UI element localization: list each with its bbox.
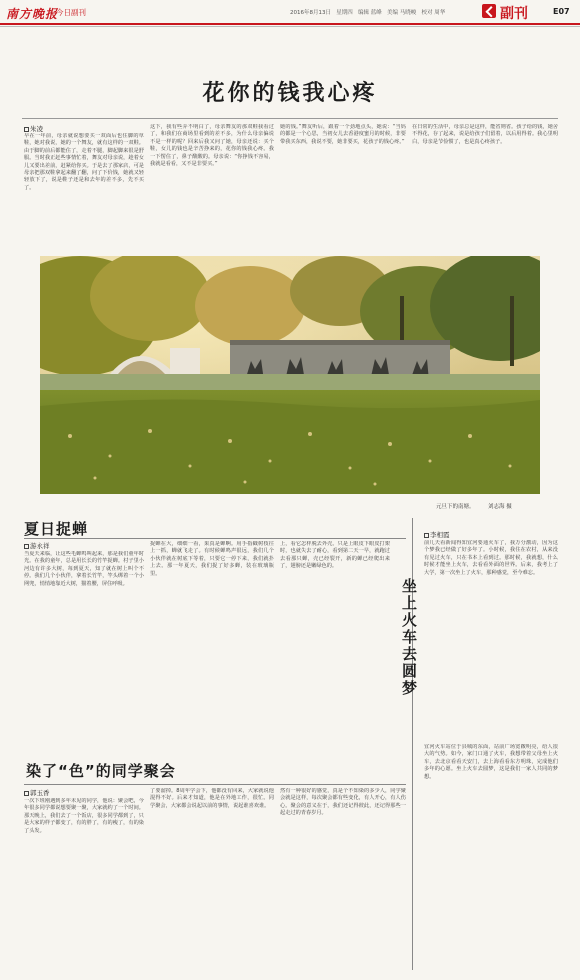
- article-column: 然有一种很好的感觉，真是个不知染的多少人，同学聚会就是这样，每次聚会都有些变化，有人开心，有人伤心。聚会的意义在于，我们还记得彼此，还记得那些一起走过的青春岁月。: [280, 788, 406, 817]
- page-headline: 花你的钱我心疼: [202, 81, 378, 106]
- weekday: 星期四: [336, 10, 353, 16]
- byline: [424, 530, 450, 539]
- byline: [24, 788, 50, 797]
- section-name: 副刊: [500, 6, 528, 22]
- byline-box-icon: [424, 533, 429, 538]
- masthead-rule-thin: [0, 26, 580, 27]
- masthead: [0, 0, 580, 26]
- article-column: 在日常的生活中，母亲总是这样，能省则省。孩子给的钱，她舍不得花，存了起来，说是给孩子们留着，以后用得着。我心里明白，母亲是节俭惯了，也是真心疼孩子。: [412, 124, 558, 145]
- byline-box-icon: [24, 544, 29, 549]
- editor: 编辑 蓝峰: [358, 10, 382, 16]
- author-name: 郭玉香: [30, 789, 50, 797]
- section-rule: [24, 784, 406, 785]
- article-column: 宜河火车站位于县城的东面，站前广场宽敞明亮，给人很大的气势。如今，家门口通了火车，我想带着父母坐上火车，去北京看看天安门，去上海看看东方明珠，完成他们多年的心愿。坐上火车去圆梦，这是我们一家人共同的梦想。: [424, 744, 558, 780]
- page-number: E07: [553, 7, 570, 16]
- section-tag: 今日副刊: [56, 8, 86, 17]
- byline: [24, 124, 43, 133]
- proofreader: 校对 周华: [421, 10, 446, 16]
- byline-box-icon: [24, 127, 29, 132]
- dateline: [290, 8, 445, 16]
- photo-illustration: [40, 256, 540, 494]
- article-title: 染了“色”的同学聚会: [26, 762, 176, 780]
- headline-rule: [22, 118, 558, 119]
- article-column: 前几天看新闻得知宜河要通火车了，我万分激动，因为这个梦我已经做了好多年了。小时候，我住在农村，从来没有见过火车，只在书本上看到过。那时候，我就想，什么时候才能坐上火车，去看看外面的世界。后来，我考上了大学，第一次坐上了火车，那种感觉，至今难忘。: [424, 540, 558, 576]
- date: 2016年8月13日: [290, 10, 331, 16]
- article-column: 一次下班刚遇到多年未见的同学，他说：聚会吧，今年很多同学都说想要聚一聚，大家就约了一个时间。那天晚上，我们去了一个饭店，很多同学都到了，只是大家的样子都变了，有的胖了，有的瘦了，有的染了头发。: [24, 798, 144, 834]
- section-rule: [24, 538, 406, 539]
- landscape-photo: [40, 256, 540, 494]
- newspaper-logo: 南方晚报: [6, 7, 59, 21]
- author-name: 李相霞: [430, 531, 450, 539]
- article-column: 当夏天来临，让这些毛蝉鸣叫起来，那是我们童年时光。在我的童年，总是用长长的竹竿捉蝉。村子里小河边有许多大树，每到夏天，知了就在树上叫个不停。我们几个小伙伴，拿着长竹竿，竿头绑着一个小网兜，悄悄地靠近大树，猫着腰，屏住呼吸。: [24, 551, 144, 587]
- article-column: 早在一年前，母亲就说想要买一双面后也住脚的草鞋，她对我说，她的一个舞友，就有这样的一双鞋。由于脚的前后都能住了，走着不腿，脚起脚来很是舒服。当时我正赶些事情忙着，舞友对母亲说，趁着女儿又要出差前，赶紧给你买。于是去了那家店，可是母亲把那双鞋拿起来翻了翻，问了下价钱，她就又轻轻放下了，说是鞋子还是和去年的差不多，先不买了。: [24, 133, 144, 191]
- artist: 美编 马晓峻: [387, 10, 417, 16]
- byline: [24, 541, 50, 550]
- photo-caption: 元旦下的南塘。: [436, 504, 475, 510]
- article-column: 上，看它怎样脱去外壳。只是上眼皮下眼皮打架时，也就失去了耐心，看到第二天一早，就跑过去看那只蝉，壳已经裂开，新的蝉已经爬出来了，翅膀还是嫩绿色的。: [280, 541, 390, 570]
- article-column: 这下，我有些弄不明白了，母亲舞友的那双鞋我看过了，和我们在商场里看到的差不多，为什么母亲偏说不是一样的呢？回来后我又问了她，母亲还说：买个鞋，女儿的钱也是辛苦挣来的，花你的钱我心疼。我一下愣住了，鼻子酸酸的。母亲说：“你挣钱不容易，我就是看看，又不是非要买。”: [150, 124, 274, 168]
- fukan-badge-icon: [482, 4, 496, 18]
- article-title-vertical: 坐上火车去圆梦: [400, 578, 418, 697]
- author-name: 朱凌: [30, 125, 43, 133]
- masthead-rule: [0, 23, 580, 25]
- article-column: 捉蝉在大，细细一看，果真是蝉啊。用手指戳树枝往上一抓，蝉就飞走了。有时候蝉鸣声很远，我们几个小伙伴就在树底下等着，只要它一停下来，我们就扑上去。那一年夏天，我们捉了好多蝉，装在玻璃瓶里。: [150, 541, 274, 577]
- article-title: 夏日捉蝉: [24, 520, 89, 538]
- article-column: 了要溜掉。8周年学会下，他都没有回来，大家就说他混得不好。后来才知道，他是在外地工作，很忙。同学聚会，大家都会说起以前的事情，说起谁喜欢谁。: [150, 788, 274, 809]
- author-name: 游永祥: [30, 542, 50, 550]
- byline-box-icon: [24, 791, 29, 796]
- photo-credit: 刘志海 摄: [488, 504, 512, 510]
- article-column: 她的钱。”舞友听后，跟着一个劲地点头，她说：“当妈的都是一个心思，当初女儿去香港度蜜月的时候，非要带我买东西，我说不要，她非要买，花孩子的钱心疼。”: [280, 124, 406, 145]
